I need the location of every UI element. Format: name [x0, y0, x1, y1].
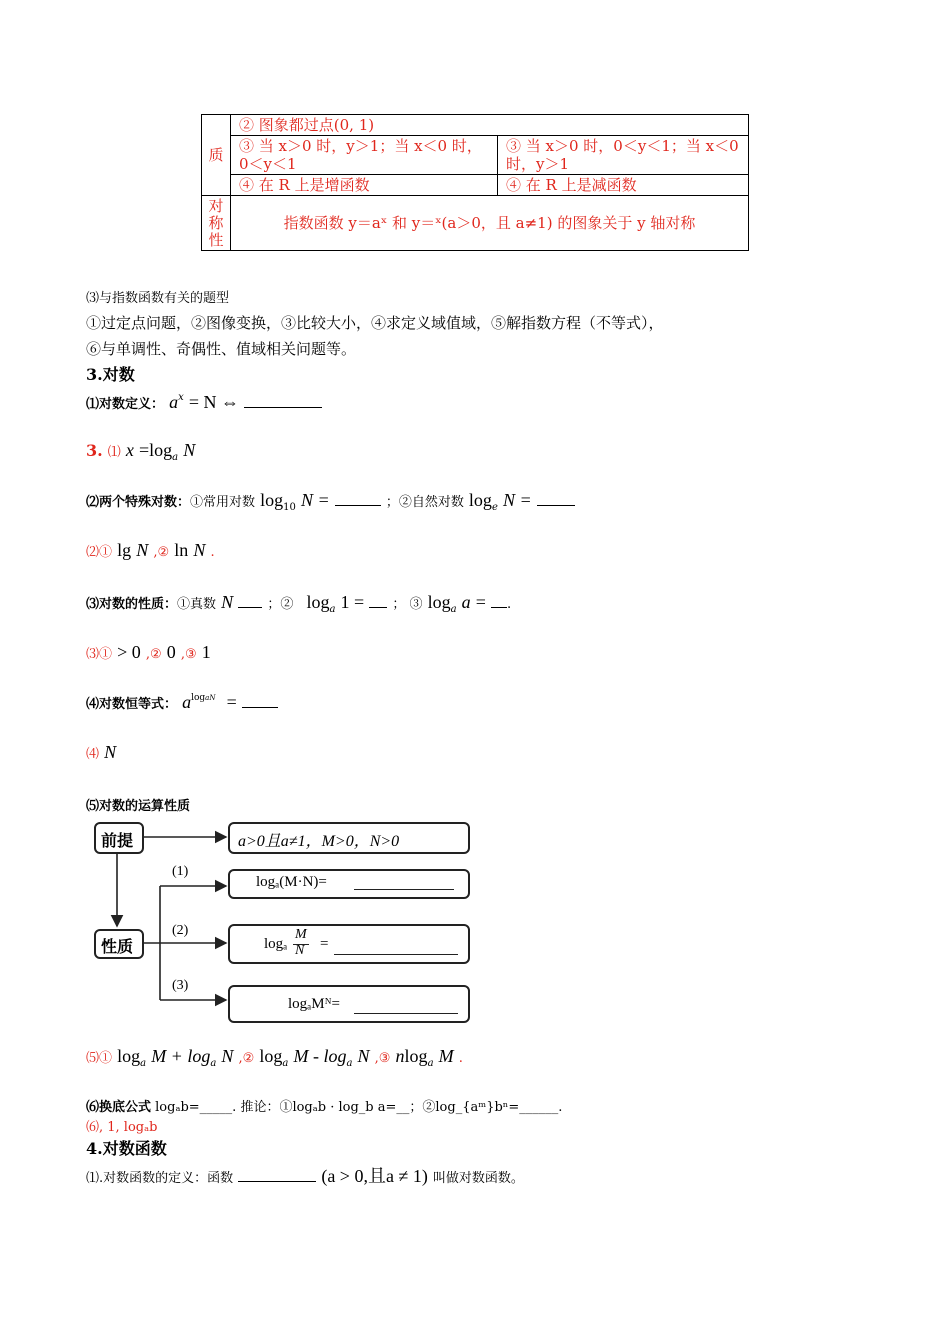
definition-blank [244, 393, 322, 408]
s3-heading: ⑶与指数函数有关的题型 [86, 291, 230, 306]
logfunc-definition: ⑴.对数函数的定义：函数 (a > 0,且a ≠ 1) 叫做对数函数。 [86, 1166, 524, 1186]
label-3: (3) [172, 978, 189, 993]
special-logs: ⑵两个特殊对数：①常用对数 $\log_{10} N$ = ；②自然对数 $\log_e N$ = [86, 490, 575, 511]
premise-box: 前提 [94, 822, 144, 854]
property-box: 性质 [94, 929, 144, 959]
answer-3-5: ⑸① $\log_a M + \log_a N$ ,② $\log_a M - \log_a N$ ,③ nlog$_a$ M . [86, 1046, 463, 1069]
answer-3-6: ⑹, 1, logₐb [86, 1120, 158, 1135]
label-2: (2) [172, 923, 189, 938]
row-header-symmetry: 对 称 性 [202, 196, 231, 251]
log-identity: ⑷对数恒等式： $a^{logaN}$ = [86, 692, 278, 713]
left-monotonic: ④ 在 R 上是增函数 [231, 175, 498, 196]
s3-line2: ⑥与单调性、奇偶性、值域相关问题等。 [86, 340, 357, 358]
left-x-case: ③ 当 x＞0 时，y＞1；当 x＜0 时，0＜y＜1 [231, 136, 498, 175]
right-x-case: ③ 当 x＞0 时，0＜y＜1；当 x＜0 时，y＞1 [498, 136, 749, 175]
logfunc-title: 4.对数函数 [86, 1139, 167, 1158]
answer-3-3: ⑶① > 0 ,② 0 ,③ 1 [86, 642, 211, 662]
exp-property-table [201, 114, 749, 251]
point-row: ② 图象都过点(0, 1) [231, 115, 749, 136]
symmetry-text: 指数函数 y＝aˣ 和 y＝ˣ(a＞0，且 a≠1) 的图象关于 y 轴对称 [231, 196, 749, 251]
right-monotonic: ④ 在 R 上是减函数 [498, 175, 749, 196]
answer-3-2: ⑵① lg N ,② ln N . [86, 540, 215, 560]
log-definition: ⑴对数定义： $a^x = N$ ⇔ [86, 392, 322, 413]
answer-3-1: 3. ⑴ $x =\log_a$ N [86, 440, 196, 463]
quotient-box: logₐ M N = [228, 924, 470, 964]
premise-condition-box: a>0且a≠1，M>0，N>0 [228, 822, 470, 854]
label-1: (1) [172, 864, 189, 879]
row-header-quality: 质 [202, 115, 231, 196]
ops-label: ⑸对数的运算性质 [86, 799, 191, 814]
s3-line1: ①过定点问题，②图像变换，③比较大小，④求定义域值域，⑤解指数方程（不等式）， [86, 314, 664, 332]
product-box: logₐ(M·N)= [228, 869, 470, 899]
power-box: logₐMᴺ= [228, 985, 470, 1023]
log-title: 3.对数 [86, 365, 135, 384]
answer-3-4: ⑷ N [86, 742, 117, 762]
change-of-base: ⑹换底公式 logₐb=_____. 推论：①logₐb · log_b a=__；②log_{aᵐ}bⁿ=______. [86, 1100, 563, 1115]
log-properties: ⑶对数的性质：①真数 N ；② $\log_a 1$ = ； ③ $\log_a a$ = . [86, 592, 512, 615]
